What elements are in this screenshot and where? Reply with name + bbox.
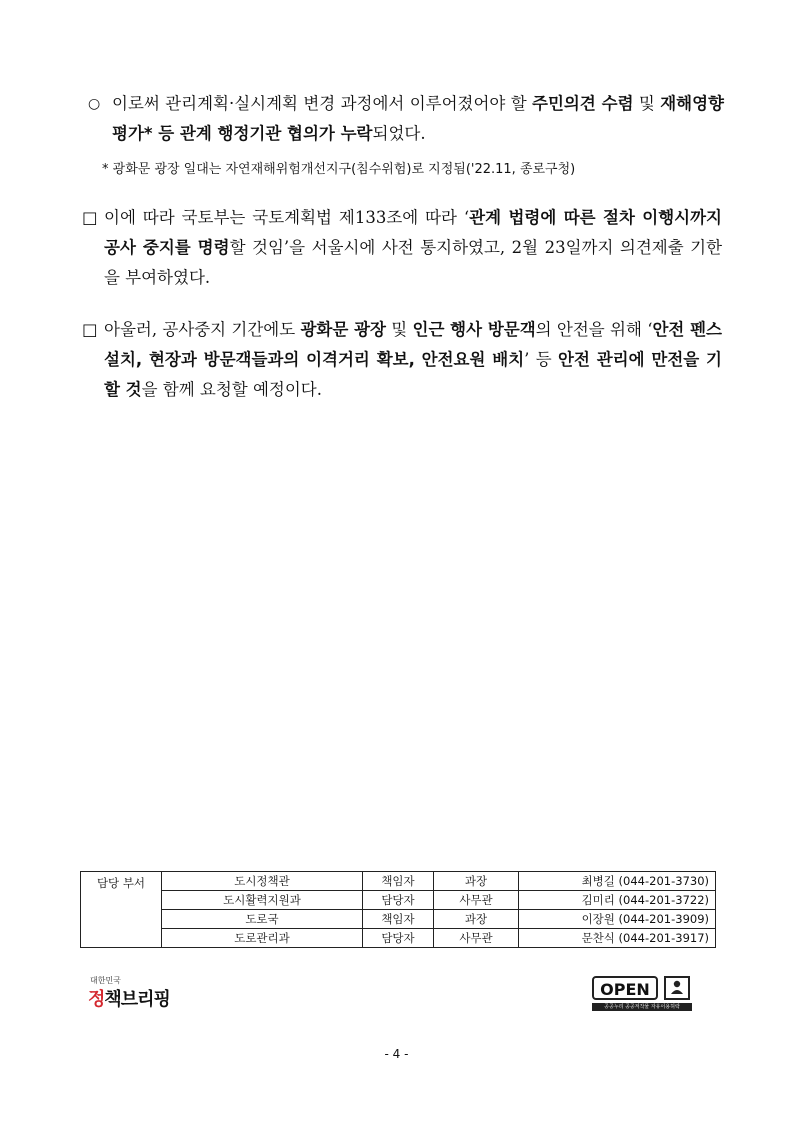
bold-text-run: 안전 펜스 설치, 현장과 방문객들과의 이격거리 확보, 안전요원 배치 — [104, 320, 722, 369]
open-text: OPEN — [592, 976, 658, 1000]
unit-cell: 도로국 — [162, 910, 363, 929]
paragraph-2-text — [104, 203, 722, 293]
paragraph-1-text — [112, 89, 724, 149]
bold-text-run: 관계 법령에 따른 절차 이행시까지 공사 중지를 명령 — [104, 208, 722, 257]
paragraph-3-text — [104, 315, 722, 405]
bold-text-run: 재해영향평가* 등 관계 행정기관 협의가 누락 — [112, 94, 724, 143]
square-bullet-icon: □ — [82, 208, 98, 227]
footnote: * 광화문 광장 일대는 자연재해위험개선지구(침수위험)로 지정됨('22.11, 종로구청) — [102, 162, 576, 177]
bold-text-run: 광화문 광장 — [300, 320, 386, 339]
rank-cell: 사무관 — [434, 891, 519, 910]
text-run: 이에 따라 국토부는 국토계획법 제133조에 따라 ‘ — [104, 208, 470, 227]
rank-cell: 사무관 — [434, 929, 519, 948]
text-run: 아울러, 공사중지 기간에도 — [104, 320, 301, 339]
square-bullet-icon: □ — [82, 320, 98, 339]
open-license-caption: 공공누리 공공저작물 자유이용허락 — [592, 1003, 692, 1011]
person-icon — [666, 978, 688, 998]
role-cell: 담당자 — [363, 929, 434, 948]
unit-cell: 도시활력지원과 — [162, 891, 363, 910]
person-cell: 문찬식 (044-201-3917) — [519, 929, 716, 948]
open-license-logo — [592, 976, 692, 1012]
logo-accent-char: 정 — [88, 989, 105, 1010]
person-cell: 김미리 (044-201-3722) — [519, 891, 716, 910]
text-run: 의 안전을 위해 ‘ — [535, 320, 653, 339]
table-row — [81, 910, 716, 929]
attribution-icon — [664, 976, 690, 1000]
unit-cell: 도시정책관 — [162, 872, 363, 891]
text-run: 을 함께 요청할 예정이다. — [141, 380, 322, 399]
text-run: 이로써 관리계획·실시계획 변경 과정에서 이루어졌어야 할 — [112, 94, 533, 113]
logo-wordmark — [88, 985, 170, 1011]
table-row — [81, 929, 716, 948]
bold-text-run: 주민의견 수렴 — [532, 94, 634, 113]
dept-label: 담당 부서 — [81, 872, 162, 948]
logo-rest: 책브리핑 — [104, 989, 170, 1010]
rank-cell: 과장 — [434, 872, 519, 891]
bold-text-run: 인근 행사 방문객 — [412, 320, 536, 339]
person-cell: 이장원 (044-201-3909) — [519, 910, 716, 929]
text-run: ’ 등 — [524, 350, 559, 369]
logo-caption: 대한민국 — [90, 976, 121, 985]
circle-bullet-icon: ○ — [88, 96, 101, 112]
role-cell: 책임자 — [363, 872, 434, 891]
rank-cell: 과장 — [434, 910, 519, 929]
table-row — [81, 891, 716, 910]
text-run: 및 — [633, 94, 661, 113]
text-run: 할 것임’을 서울시에 사전 통지하였고, 2월 23일까지 의견제출 기한을 부여하였다. — [104, 238, 723, 287]
bold-text-run: 안전 관리에 만전을 기할 것 — [104, 350, 722, 399]
text-run: 및 — [385, 320, 413, 339]
role-cell: 책임자 — [363, 910, 434, 929]
text-run: 되었다. — [372, 124, 426, 143]
role-cell: 담당자 — [363, 891, 434, 910]
page-number: - 4 - — [384, 1047, 409, 1061]
person-cell: 최병길 (044-201-3730) — [519, 872, 716, 891]
contact-table — [80, 871, 716, 948]
table-row — [81, 872, 716, 891]
policy-briefing-logo — [88, 975, 188, 1015]
unit-cell: 도로관리과 — [162, 929, 363, 948]
